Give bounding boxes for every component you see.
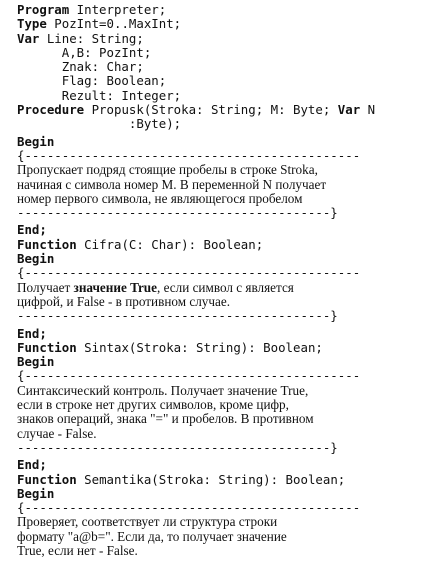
- code-text: Semantika(Stroka: String): Boolean;: [76, 471, 346, 487]
- code-text: Sintax(Stroka: String): Boolean;: [76, 339, 323, 355]
- keyword: Type: [17, 16, 47, 32]
- comment-text: , если символ с является: [157, 279, 294, 295]
- keyword: Var: [337, 102, 361, 118]
- comment-line: начиная с символа номер M. В переменной N получает: [17, 176, 327, 192]
- var-decl: [17, 46, 430, 60]
- keyword: Function: [17, 236, 77, 252]
- var-decl: [17, 60, 430, 74]
- code-text: Line: String;: [39, 30, 144, 46]
- procedure-signature-cont: [17, 117, 430, 131]
- comment-close: ------------------------------------------}: [17, 205, 338, 221]
- comment-text: Получает: [17, 279, 74, 295]
- keyword: Program: [17, 2, 70, 17]
- keyword: Function: [17, 339, 77, 355]
- comment-open: {---------------------------------------------: [17, 368, 361, 384]
- comment-line: True, если нет - False.: [17, 542, 138, 558]
- code-text: A,B: PozInt;: [17, 44, 152, 60]
- code-text: Znak: Char;: [17, 59, 144, 75]
- function-semantika-signature: [17, 473, 430, 487]
- comment-line: Проверяет, соответствует ли структура строки: [17, 514, 278, 530]
- code-text: Interpreter;: [69, 2, 167, 17]
- end-keyword: End;: [17, 222, 47, 238]
- procedure-signature: [17, 103, 430, 117]
- comment-line: если в строке нет других символов, кроме цифр,: [17, 397, 289, 413]
- comment-line: [17, 281, 430, 295]
- comment-open: {---------------------------------------------: [17, 147, 361, 163]
- begin-keyword: Begin: [17, 251, 55, 267]
- comment-close: ------------------------------------------}: [17, 439, 338, 455]
- comment-emphasis: значение True: [73, 279, 157, 295]
- comment-line: номер первого символа, не являющегося пробелом: [17, 190, 303, 206]
- comment-close: ------------------------------------------}: [17, 308, 338, 324]
- program-line: [17, 3, 430, 17]
- end-keyword: End;: [17, 325, 47, 341]
- code-text: Propusk(Stroka: String; M: Byte;: [84, 102, 338, 118]
- type-line: [17, 17, 430, 31]
- function-sintax-signature: [17, 341, 430, 355]
- keyword: Function: [17, 471, 77, 487]
- begin-keyword: Begin: [17, 354, 55, 370]
- begin-keyword: Begin: [17, 485, 55, 501]
- comment-line: формату "a@b=". Если да, то получает значение: [17, 528, 287, 544]
- comment-line: случае - False.: [17, 425, 97, 441]
- comment-line: Синтаксический контроль. Получает значение True,: [17, 382, 309, 398]
- keyword: Procedure: [17, 102, 85, 118]
- comment-line: Пропускает подряд стоящие пробелы в строке Stroka,: [17, 162, 318, 178]
- end-keyword: End;: [17, 457, 47, 473]
- var-decl: [17, 89, 430, 103]
- code-text: N: [360, 102, 376, 118]
- comment-open: {---------------------------------------------: [17, 265, 361, 281]
- comment-line: цифрой, и False - в противном случае.: [17, 293, 231, 309]
- comment-open: {---------------------------------------------: [17, 500, 361, 516]
- var-line: [17, 32, 430, 46]
- keyword: Var: [17, 30, 40, 46]
- code-text: PozInt=0..MaxInt;: [46, 16, 182, 32]
- comment-line: знаков операций, знака "=" и пробелов. В противном: [17, 411, 314, 427]
- begin-keyword: Begin: [17, 133, 55, 149]
- code-text: Flag: Boolean;: [17, 73, 167, 89]
- code-text: Cifra(C: Char): Boolean;: [76, 236, 264, 252]
- code-text: :Byte);: [17, 116, 182, 132]
- code-text: Rezult: Integer;: [17, 87, 182, 103]
- function-cifra-signature: [17, 238, 430, 252]
- var-decl: [17, 74, 430, 88]
